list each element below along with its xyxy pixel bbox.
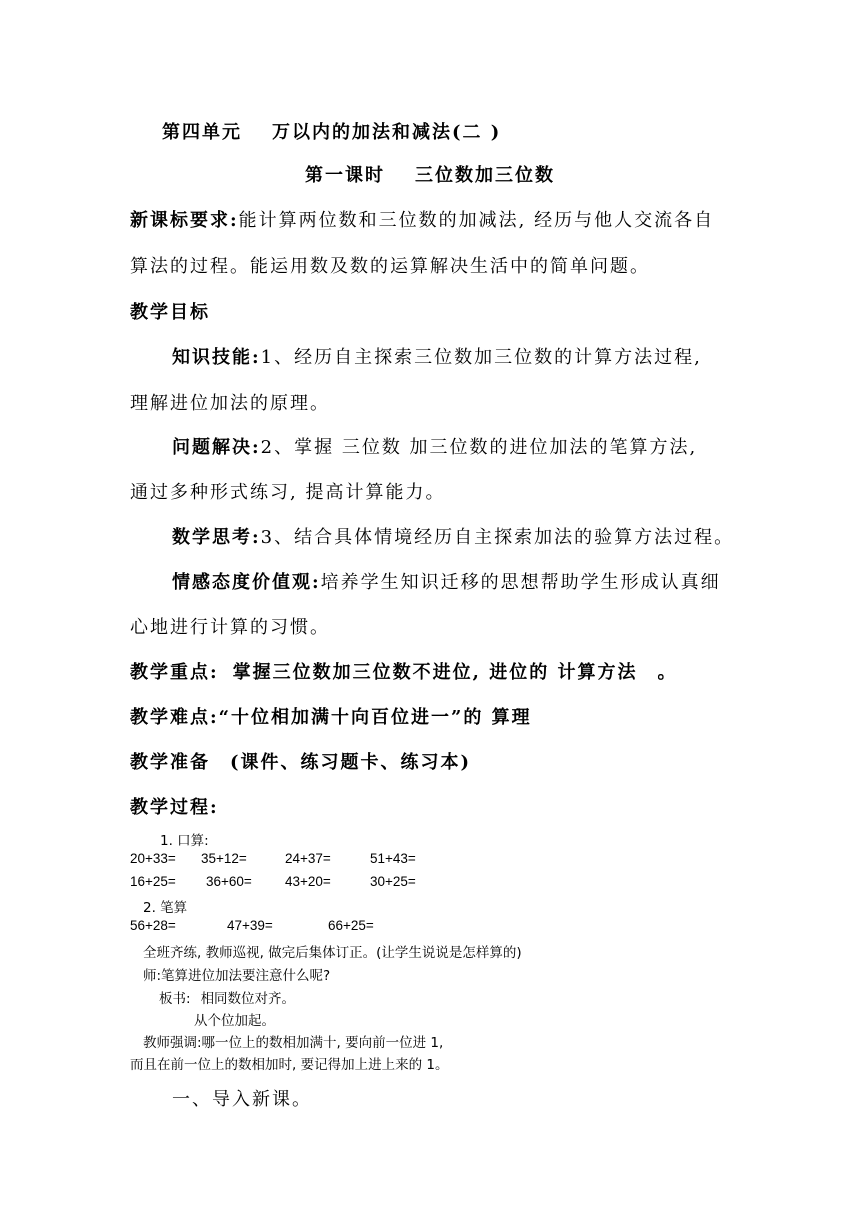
key-point-line [130,658,677,684]
practice-note: 全班齐练, 教师巡视, 做完后集体订正。(让学生说说是怎样算的) [143,945,522,961]
written-item: 66+25= [328,918,374,933]
problem-line-2: 通过多种形式练习, 提高计算能力。 [130,482,446,503]
teacher-question: 师:笔算进位加法要注意什么呢? [143,968,331,984]
written-item: 56+28= [130,918,176,933]
board-label: 板书: [159,991,191,1007]
oral-item: 30+25= [370,874,416,889]
unit-title: 万以内的加法和减法(二 ) [272,122,502,143]
lesson-label: 第一课时 [305,165,385,186]
goals-heading: 教学目标 [130,302,210,323]
board-line-2: 从个位加起。 [194,1013,275,1029]
board-text-1: 相同数位对齐。 [200,991,296,1007]
unit-label: 第四单元 [162,122,242,143]
emotion-label: 情感态度价值观: [172,572,321,593]
written-item: 47+39= [227,918,273,933]
lesson-heading [305,161,555,187]
problem-label: 问题解决: [172,437,261,458]
thinking-text-1: 3、结合具体情境经历自主探索加法的验算方法过程。 [260,527,735,548]
knowledge-line-2: 理解进位加法的原理。 [130,393,330,414]
oral-item: 20+33= [130,851,176,866]
prep-line [130,748,471,774]
key-point-text: 掌握三位数加三位数不进位, 进位的 计算方法 [232,662,638,683]
written-title: 2. 笔算 [143,900,188,916]
emotion-text-1: 培养学生知识迁移的思想帮助学生形成认真细 [320,572,721,593]
thinking-line-1 [172,523,734,549]
prep-label: 教学准备 [130,752,210,773]
thinking-label: 数学思考: [172,527,261,548]
emotion-line-2: 心地进行计算的习惯。 [130,617,330,638]
oral-item: 16+25= [130,874,176,889]
emphasis-line-1: 教师强调:哪一位上的数相加满十, 要向前一位进 1, [143,1035,444,1051]
emphasis-line-2: 而且在前一位上的数相加时, 要记得加上进上来的 1。 [130,1057,449,1073]
unit-heading [162,118,501,144]
emotion-line-1 [172,568,721,594]
process-heading: 教学过程: [130,797,219,818]
oral-item: 36+60= [206,874,252,889]
key-point-end: 。 [657,662,678,683]
knowledge-line-1 [172,343,702,369]
oral-item: 35+12= [201,851,247,866]
oral-title: 1. 口算: [160,833,209,849]
standard-line-1 [130,206,714,232]
difficulty-line [130,703,532,729]
standard-text-1: 能计算两位数和三位数的加减法, 经历与他人交流各自 [238,210,715,231]
problem-text-1: 2、掌握 三位数 加三位数的进位加法的笔算方法, [260,437,698,458]
standard-label: 新课标要求: [130,210,239,231]
lesson-title: 三位数加三位数 [415,165,555,186]
difficulty-label: 教学难点: [130,707,219,728]
knowledge-text-1: 1、经历自主探索三位数加三位数的计算方法过程, [260,347,702,368]
prep-text: (课件、练习题卡、练习本) [230,752,472,773]
oral-item: 43+20= [285,874,331,889]
standard-line-2: 算法的过程。能运用数及数的运算解决生活中的简单问题。 [130,256,650,277]
oral-item: 24+37= [285,851,331,866]
oral-item: 51+43= [370,851,416,866]
knowledge-label: 知识技能: [172,347,261,368]
section-intro-heading: 一、导入新课。 [172,1089,312,1110]
key-point-label: 教学重点: [130,662,219,683]
problem-line-1 [172,433,697,459]
board-line-1 [159,987,295,1007]
difficulty-text: “十位相加满十向百位进一”的 算理 [218,707,532,728]
